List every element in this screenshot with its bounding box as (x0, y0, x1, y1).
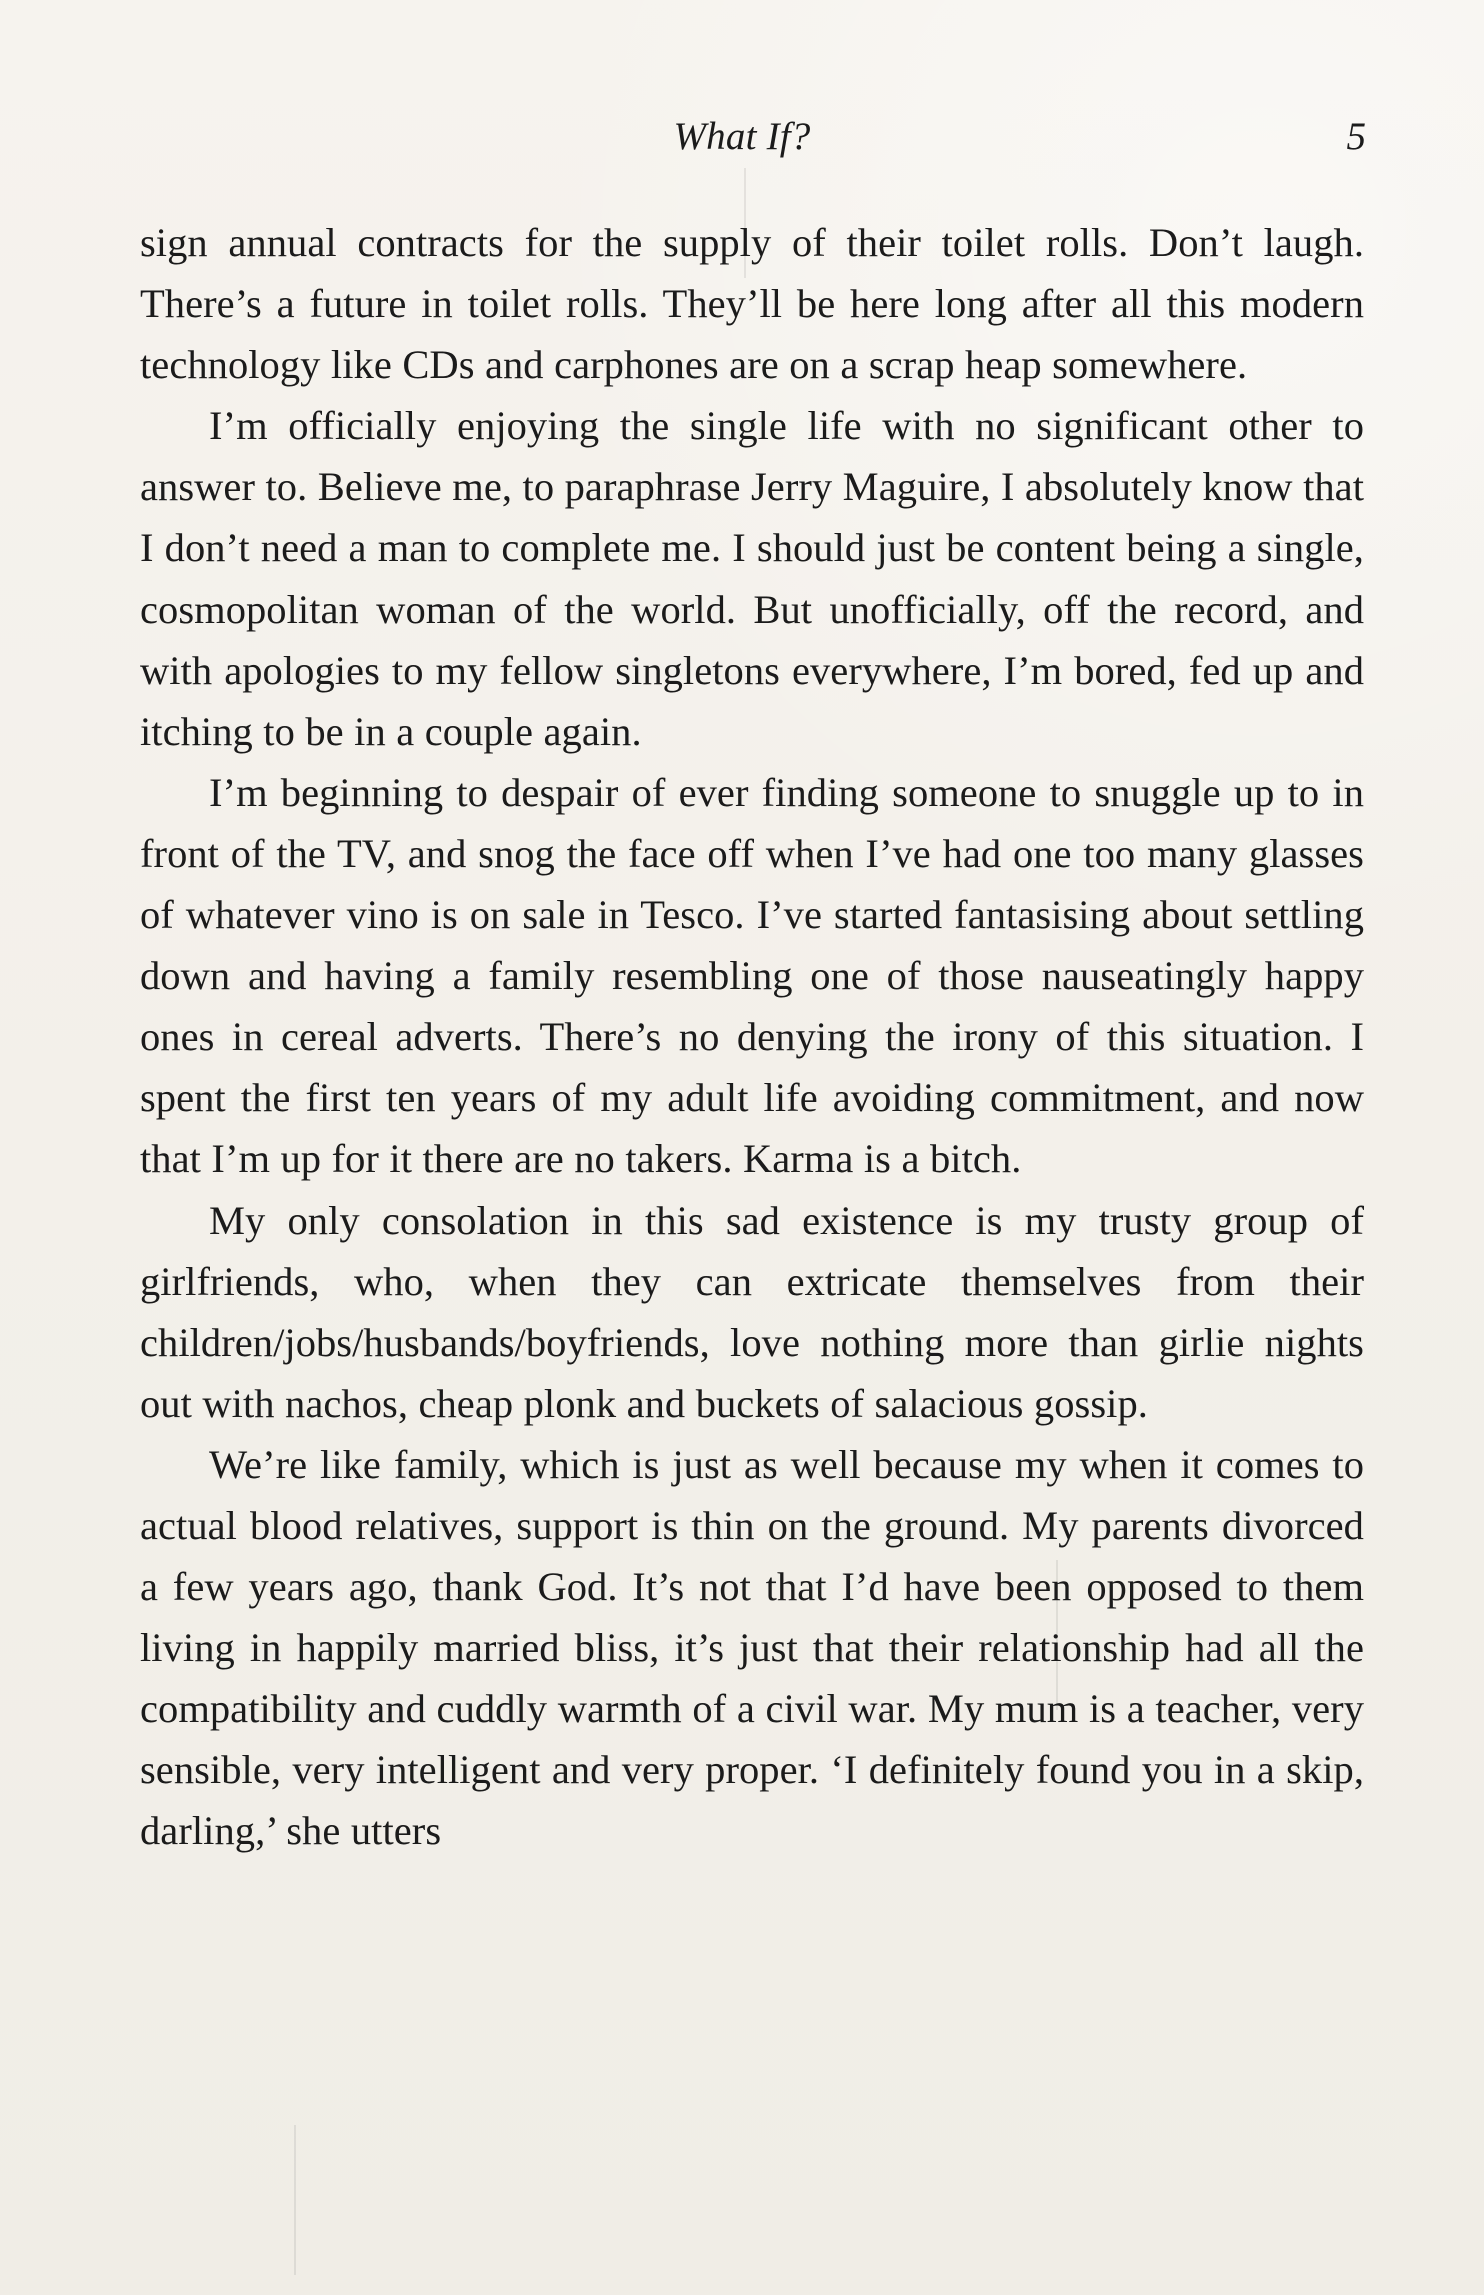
show-through-mark (294, 2125, 296, 2275)
page-body (140, 212, 1364, 1862)
paragraph-5: We’re like family, which is just as well because my when it comes to actual blood relatives, support is thin on the ground. My parents divorced a few years ago, thank God. It’s not that I’d have been opposed to them living in happily married bliss, it’s just that their relationship had all the compatibility and cuddly warmth of a civil war. My mum is a teacher, very sensible, very intelligent and very proper. ‘I definitely found you in a skip, darling,’ she utters (140, 1441, 1364, 1854)
paragraph-2: I’m officially enjoying the single life with no significant other to answer to. Believe me, to paraphrase Jerry Maguire, I absolutely know that I don’t need a man to complete me. I should just be content being a single, cosmopolitan woman of the world. But unofficially, off the record, and with apologies to my fellow singletons everywhere, I’m bored, fed up and itching to be in a couple again. (140, 403, 1364, 754)
paragraph-4: My only consolation in this sad existence is my trusty group of girlfriends, who, when they can extricate themselves from their children/jobs/husbands/boyfriends, love nothing more than girlie nights out with nachos, cheap plonk and buckets of salacious gossip. (140, 1197, 1364, 1426)
paragraph-1: sign annual contracts for the supply of their toilet rolls. Don’t laugh. There’s a future in toilet rolls. They’ll be here long after all this modern technology like CDs and carphones are on a scrap heap somewhere. (140, 220, 1364, 388)
chapter-title: What If? (673, 115, 811, 158)
paragraph-3: I’m beginning to despair of ever finding someone to snuggle up to in front of the TV, and snog the face off when I’ve had one too many glasses of whatever vino is on sale in Tesco. I’ve started fantasising about settling down and having a family resembling one of those nauseatingly happy ones in cereal adverts. There’s no denying the irony of this situation. I spent the first ten years of my adult life avoiding commitment, and now that I’m up for it there are no takers. Karma is a bitch. (140, 769, 1364, 1182)
running-header (0, 112, 1484, 162)
page-number: 5 (1346, 115, 1366, 158)
